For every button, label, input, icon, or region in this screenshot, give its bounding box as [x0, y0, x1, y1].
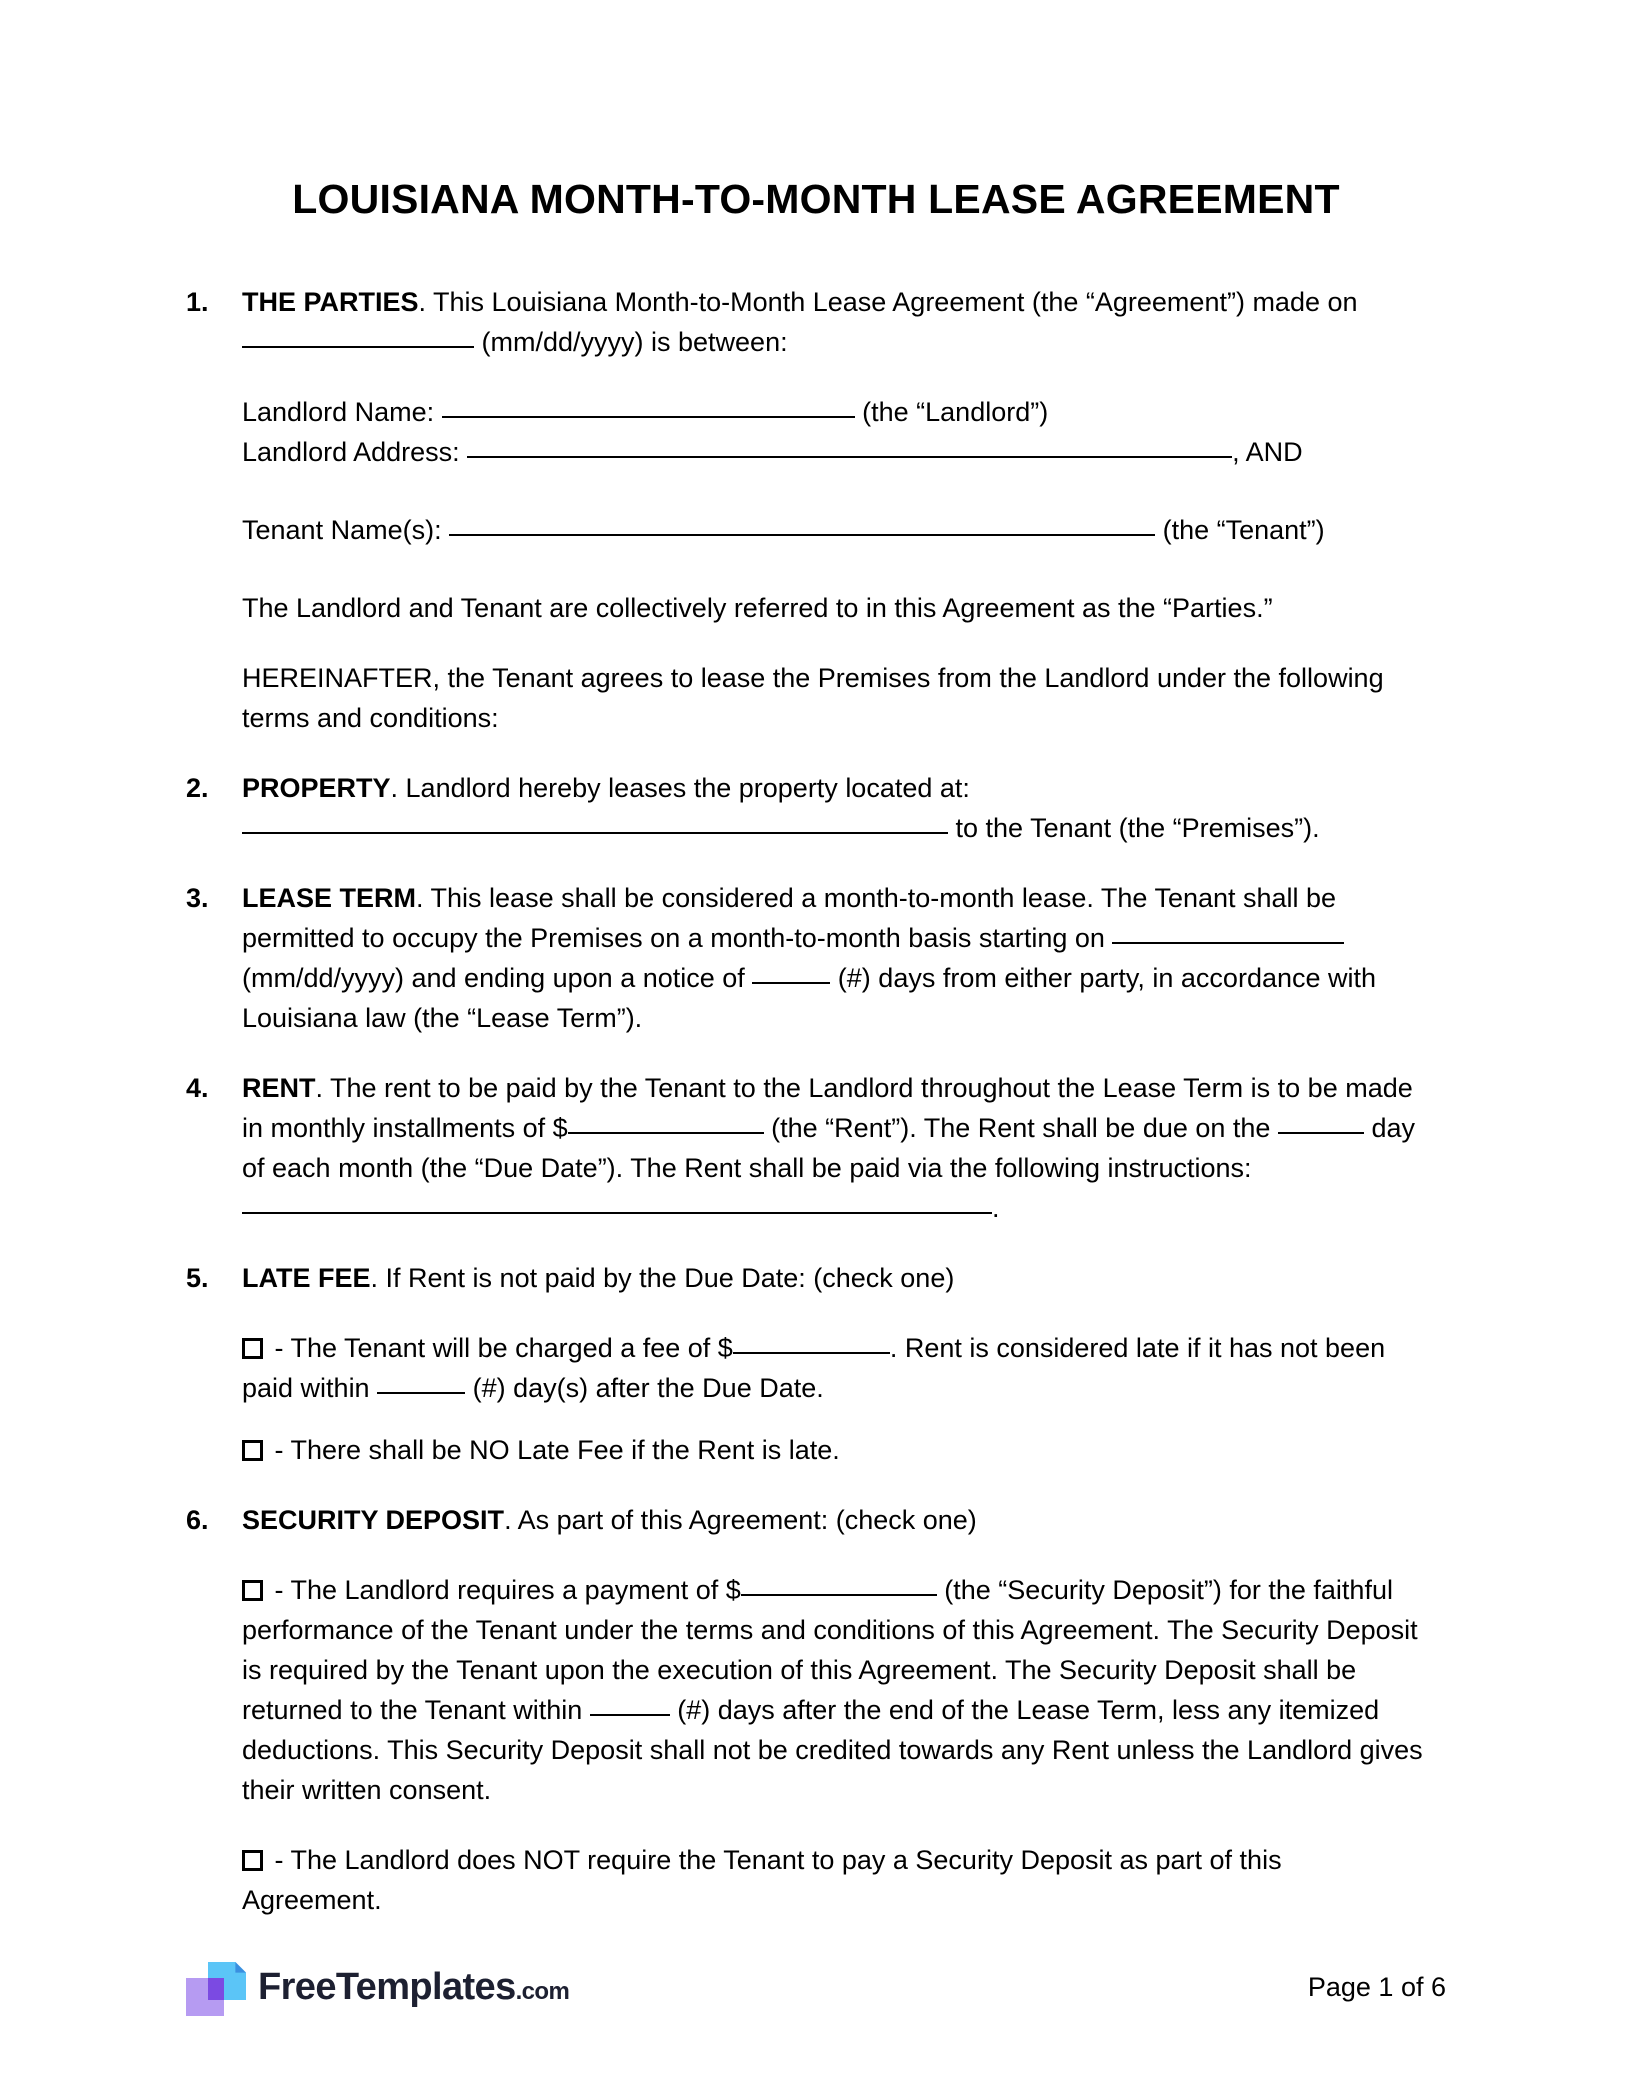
tenant-name-suffix: (the “Tenant”)	[1155, 515, 1325, 545]
landlord-address-row	[242, 432, 1426, 472]
clause-1-number: 1.	[186, 287, 209, 317]
hereinafter-text: HEREINAFTER, the Tenant agrees to lease the Premises from the Landlord under the following terms and conditions:	[242, 663, 1384, 733]
clause-4-text-b: (the “Rent”). The Rent shall be due on the	[763, 1113, 1278, 1143]
spacer	[186, 1228, 1426, 1258]
tenant-name-label: Tenant Name(s):	[242, 515, 450, 545]
agreement-date-blank[interactable]	[242, 346, 474, 348]
clause-5-heading: LATE FEE	[242, 1263, 371, 1293]
clause-4-text-d: .	[992, 1193, 1000, 1223]
logo-wordmark	[258, 1966, 569, 2009]
rent-amount-blank[interactable]	[568, 1132, 764, 1134]
clause-3-number: 3.	[186, 883, 209, 913]
security-deposit-option-2	[242, 1840, 1426, 1920]
lease-start-date-blank[interactable]	[1112, 942, 1344, 944]
clause-2-number: 2.	[186, 773, 209, 803]
page-footer	[186, 1958, 1446, 2016]
spacer	[186, 1470, 1426, 1500]
rent-instructions-blank[interactable]	[242, 1212, 992, 1214]
clause-2-text-a: . Landlord hereby leases the property located at:	[390, 773, 970, 803]
late-fee-option-1	[242, 1328, 1426, 1408]
clause-3-text-b: (mm/dd/yyyy) and ending upon a notice of	[242, 963, 753, 993]
clause-1-heading: THE PARTIES	[242, 287, 419, 317]
page-number: Page 1 of 6	[1307, 1971, 1446, 2002]
late-fee-charged-checkbox[interactable]	[242, 1338, 263, 1359]
no-late-fee-checkbox[interactable]	[242, 1440, 263, 1461]
clause-6-text	[242, 1500, 1426, 1540]
document-body	[186, 282, 1426, 1920]
landlord-name-row	[242, 392, 1426, 432]
clause-5-late-fee	[186, 1258, 1426, 1298]
clause-4-text	[242, 1068, 1426, 1228]
security-deposit-required-checkbox[interactable]	[242, 1580, 263, 1601]
clause-4-text-c: day of each month (the “Due Date”). The Rent shall be paid via the following instructions:	[242, 1113, 1415, 1183]
page-title: LOUISIANA MONTH-TO-MONTH LEASE AGREEMENT	[292, 176, 1340, 222]
spacer	[186, 848, 1426, 878]
security-deposit-option-2-text: - The Landlord does NOT require the Tenant to pay a Security Deposit as part of this Agreement.	[242, 1845, 1282, 1915]
rent-due-day-blank[interactable]	[1278, 1132, 1364, 1134]
late-fee-amount-blank[interactable]	[733, 1352, 890, 1354]
landlord-name-suffix: (the “Landlord”)	[854, 397, 1049, 427]
security-deposit-option-1	[242, 1570, 1426, 1810]
landlord-name-blank[interactable]	[442, 416, 855, 418]
spacer	[186, 550, 1426, 588]
late-fee-grace-days-blank[interactable]	[377, 1392, 465, 1394]
tenant-name-blank[interactable]	[449, 534, 1155, 536]
logo-brand-name: FreeTemplates	[258, 1965, 516, 2008]
spacer	[186, 1298, 1426, 1328]
parties-collective-text: The Landlord and Tenant are collectively referred to in this Agreement as the “Parties.”	[242, 593, 1273, 623]
clause-3-heading: LEASE TERM	[242, 883, 417, 913]
clause-6-text-a: . As part of this Agreement: (check one)	[504, 1505, 977, 1535]
freetemplates-logo[interactable]	[186, 1958, 569, 2016]
late-fee-option-2-text: - There shall be NO Late Fee if the Rent is late.	[267, 1435, 840, 1465]
clause-4-heading: RENT	[242, 1073, 316, 1103]
clause-2-text-b: to the Tenant (the “Premises”).	[948, 813, 1320, 843]
security-deposit-amount-blank[interactable]	[741, 1594, 937, 1596]
logo-overlap-shape	[208, 1978, 224, 2000]
clause-6-security-deposit	[186, 1500, 1426, 1540]
late-fee-option-1-text-c: (#) day(s) after the Due Date.	[465, 1373, 824, 1403]
landlord-address-label: Landlord Address:	[242, 437, 468, 467]
spacer	[186, 1408, 1426, 1430]
clause-6-number: 6.	[186, 1505, 209, 1535]
spacer	[186, 1810, 1426, 1840]
clause-3-lease-term	[186, 878, 1426, 1038]
clause-2-text	[242, 768, 1426, 848]
clause-3-text-a: . This lease shall be considered a month-to-month lease. The Tenant shall be permitted to occupy the Premises on a month-to-month basis starting on	[242, 883, 1337, 953]
late-fee-option-2	[242, 1430, 1426, 1470]
clause-5-text-a: . If Rent is not paid by the Due Date: (check one)	[370, 1263, 955, 1293]
clause-1-text	[242, 282, 1426, 362]
spacer	[186, 1038, 1426, 1068]
property-address-blank[interactable]	[242, 832, 948, 834]
security-deposit-return-days-blank[interactable]	[590, 1714, 670, 1716]
spacer	[186, 628, 1426, 658]
notice-days-blank[interactable]	[752, 982, 830, 984]
clause-2-heading: PROPERTY	[242, 773, 391, 803]
clause-5-text	[242, 1258, 1426, 1298]
clause-1-intro-b: (mm/dd/yyyy) is between:	[474, 327, 788, 357]
late-fee-option-1-text-b: . Rent is considered late if it has not been paid within	[242, 1333, 1386, 1403]
late-fee-option-1-text-a: - The Tenant will be charged a fee of $	[267, 1333, 733, 1363]
tenant-name-row	[242, 510, 1426, 550]
clause-1-the-parties	[186, 282, 1426, 362]
logo-brand-tld: .com	[515, 1977, 570, 2005]
spacer	[186, 738, 1426, 768]
document-logo-icon	[186, 1958, 248, 2016]
clause-2-property	[186, 768, 1426, 848]
landlord-address-suffix: , AND	[1232, 437, 1303, 467]
no-security-deposit-checkbox[interactable]	[242, 1850, 263, 1871]
clause-1-intro-a: . This Louisiana Month-to-Month Lease Agreement (the “Agreement”) made on	[418, 287, 1358, 317]
spacer	[186, 1540, 1426, 1570]
spacer	[186, 472, 1426, 510]
clause-6-heading: SECURITY DEPOSIT	[242, 1505, 505, 1535]
security-deposit-option-1-text-a: - The Landlord requires a payment of $	[267, 1575, 741, 1605]
landlord-name-label: Landlord Name:	[242, 397, 442, 427]
clause-4-text-a: . The rent to be paid by the Tenant to the Landlord throughout the Lease Term is to be made in monthly installments of $	[242, 1073, 1413, 1143]
clause-4-number: 4.	[186, 1073, 209, 1103]
clause-4-rent	[186, 1068, 1426, 1228]
clause-5-number: 5.	[186, 1263, 209, 1293]
security-deposit-option-1-text-c: (#) days after the end of the Lease Term, less any itemized deductions. This Security Deposit shall not be credited towards any Rent unless the Landlord gives their written consent.	[242, 1695, 1423, 1805]
security-deposit-option-1-text-b: (the “Security Deposit”) for the faithful performance of the Tenant under the terms and conditions of this Agreement. The Security Deposit is required by the Tenant upon the execution of this Agreement. The Security Deposit shall be returned to the Tenant within	[242, 1575, 1418, 1725]
clause-3-text-c: (#) days from either party, in accordance with Louisiana law (the “Lease Term”).	[242, 963, 1377, 1033]
clause-3-text	[242, 878, 1426, 1038]
landlord-address-blank[interactable]	[467, 456, 1232, 458]
spacer	[186, 362, 1426, 392]
